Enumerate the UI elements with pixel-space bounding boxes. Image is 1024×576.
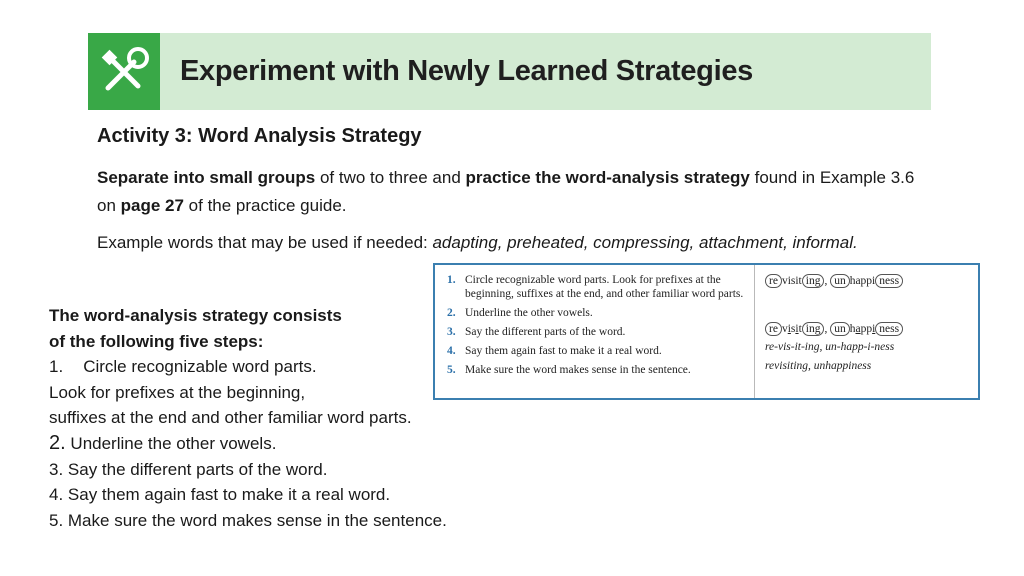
example-words-paragraph bbox=[97, 229, 927, 257]
figure-examples bbox=[755, 265, 978, 398]
step-1-detail-1: Look for prefixes at the beginning, bbox=[49, 382, 306, 402]
header-banner bbox=[88, 33, 931, 110]
example-words-label: Example words that may be used if needed: bbox=[97, 233, 433, 252]
underlined-vowel: a bbox=[855, 323, 861, 335]
figure-step-text: Circle recognizable word parts. Look for prefixes at the beginning, suffixes at the end, and other familiar word parts. bbox=[465, 274, 744, 300]
step-5: 5. Make sure the word makes sense in the sentence. bbox=[49, 510, 447, 530]
figure-step bbox=[447, 344, 754, 358]
example-figure bbox=[433, 263, 980, 400]
step-1-text: Circle recognizable word parts. bbox=[83, 357, 317, 377]
instruction-bold-2: practice the word-analysis strategy bbox=[465, 168, 750, 187]
tools-icon bbox=[88, 33, 160, 110]
step-3: 3. Say the different parts of the word. bbox=[49, 459, 328, 479]
separator: , bbox=[824, 323, 831, 335]
word-part: s bbox=[790, 323, 796, 335]
instruction-bold-1: Separate into small groups bbox=[97, 168, 316, 187]
figure-step-number: 1. bbox=[447, 274, 456, 286]
activity-title: Activity 3: Word Analysis Strategy bbox=[97, 125, 422, 147]
banner-title: Experiment with Newly Learned Strategies bbox=[180, 55, 754, 87]
figure-step bbox=[447, 306, 754, 320]
figure-step bbox=[447, 325, 754, 339]
word-part: t bbox=[798, 323, 802, 335]
underlined-vowel: i bbox=[787, 323, 791, 335]
instruction-bold-3: page 27 bbox=[120, 196, 184, 215]
circled-part: re bbox=[765, 322, 782, 336]
figure-step-text: Make sure the word makes sense in the sentence. bbox=[465, 364, 691, 376]
figure-step-text: Say them again fast to make it a real word. bbox=[465, 345, 662, 357]
example-syllables: re-vis-it-ing, un-happ-i-ness bbox=[765, 341, 895, 353]
figure-step bbox=[447, 273, 754, 301]
instruction-text-1: of two to three and bbox=[315, 168, 466, 187]
steps-heading-line-2: of the following five steps: bbox=[49, 331, 264, 351]
underlined-vowel: i bbox=[795, 323, 799, 335]
circled-part: ness bbox=[875, 322, 903, 336]
circled-part: ing bbox=[802, 274, 825, 288]
circled-part: un bbox=[830, 274, 850, 288]
figure-step bbox=[447, 363, 754, 377]
step-2-text: Underline the other vowels. bbox=[65, 433, 277, 453]
word-part: v bbox=[781, 323, 788, 335]
example-words-list: adapting, preheated, compressing, attachment, informal. bbox=[432, 233, 858, 252]
instruction-text-2: found in Example 3.6 on bbox=[97, 168, 915, 215]
figure-step-text: Say the different parts of the word. bbox=[465, 326, 626, 338]
step-1-number: 1. bbox=[49, 357, 64, 377]
word-part: h bbox=[849, 323, 856, 335]
example-whole-words: revisiting, unhappiness bbox=[765, 360, 872, 372]
figure-step-text: Underline the other vowels. bbox=[465, 307, 593, 319]
circled-part: ness bbox=[875, 274, 903, 288]
step-1-detail-2: suffixes at the end and other familiar word parts. bbox=[49, 408, 412, 428]
example-underlined bbox=[765, 322, 903, 336]
step-2-number: 2. bbox=[49, 431, 66, 454]
circled-part: ing bbox=[802, 322, 825, 336]
steps-heading-line-1: The word-analysis strategy consists bbox=[49, 306, 342, 325]
word-part: visit bbox=[781, 275, 802, 287]
step-4: 4. Say them again fast to make it a real word. bbox=[49, 485, 391, 505]
figure-step-number: 3. bbox=[447, 326, 456, 338]
figure-steps bbox=[435, 265, 755, 398]
circled-part: re bbox=[765, 274, 782, 288]
word-part: pp bbox=[860, 323, 873, 335]
figure-step-number: 4. bbox=[447, 345, 456, 357]
circled-part: un bbox=[830, 322, 850, 336]
figure-step-number: 5. bbox=[447, 364, 456, 376]
figure-step-number: 2. bbox=[447, 307, 456, 319]
separator: , bbox=[824, 275, 831, 287]
step-2 bbox=[49, 431, 529, 457]
underlined-vowel: i bbox=[872, 323, 876, 335]
example-circled bbox=[765, 274, 903, 288]
word-part: happi bbox=[849, 275, 876, 287]
instruction-text-3: of the practice guide. bbox=[183, 196, 347, 215]
instructions-paragraph bbox=[97, 164, 917, 220]
